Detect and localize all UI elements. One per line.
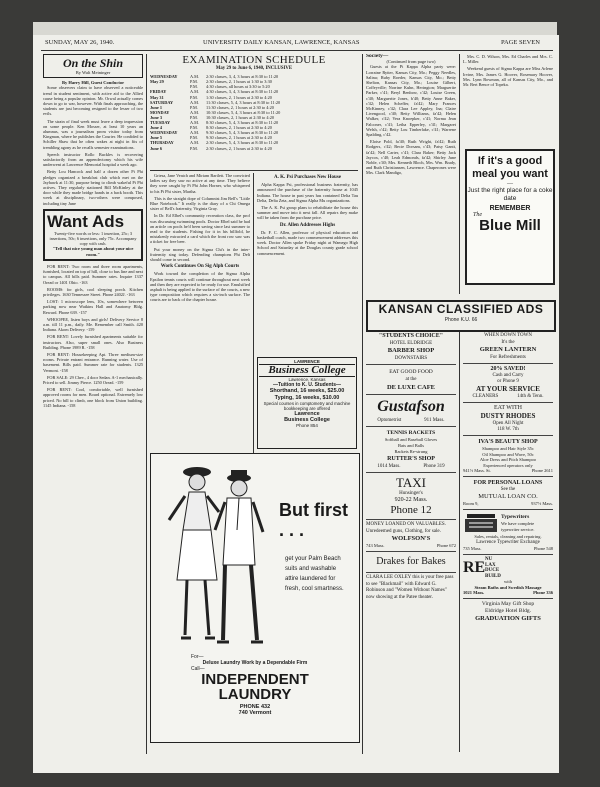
typewriter-ad — [463, 512, 553, 534]
cr-b1: 20% SAVED! — [490, 366, 526, 372]
bc-line2: Typing, 16 weeks, $10.00 — [274, 394, 340, 401]
mid-para: This is the straight dope of Columnist Jim Bell's "Little Blue Notebook." It really is the diary of a Chi Omega sister of Bell's fraternity, Virginia Gray. — [150, 195, 250, 212]
cl-c-line — [366, 417, 456, 424]
want-ads-rates: Twenty-five words or less: 1 insertion, 25c; 3 insertions, 50c; 6 insertions, only 75c. Accompany copy with cash. — [49, 230, 137, 247]
cl-e3: 920-22 Mass. — [394, 497, 428, 503]
bm-l1: If it's a good meal you want — [472, 155, 548, 180]
exam-day: SATURDAY — [150, 99, 174, 105]
laundry-for: For— — [191, 654, 204, 660]
cr-b5: CLEANERS — [472, 394, 499, 399]
cr-g4: DUCE — [485, 568, 500, 573]
cr-f1: Typewriters — [501, 514, 530, 520]
header-rule — [41, 50, 553, 51]
cr-b2: Cash and Carry — [492, 373, 524, 378]
exam-day: June 4 — [150, 125, 163, 131]
newspaper-page — [33, 35, 559, 773]
exam-period: P.M. — [190, 135, 198, 141]
cl-d4: Rackets Re-strung — [394, 449, 428, 454]
exam-subtitle: May 29 to June 6, 1940, INCLUSIVE — [215, 66, 293, 71]
exam-detail: 2:30 classes, 3, 4, 3 hours at 8:30 to 11:20 — [206, 74, 279, 80]
mid-para: Griesa, Jane Veatch and Miriam Bartlett. The convicted ladies say they saw no active at any time. They believe they were caught by Pi Phi John Horner, who whispered to his Pi Phi sister, Martha. — [150, 173, 250, 194]
exam-detail: 10:30 classes, 5, 4, 3 hours at 8:30 to 11:20 — [206, 109, 281, 115]
cl-e1: TAXI — [395, 475, 426, 490]
society-cont: (Continued from page two) — [386, 59, 436, 65]
left-column — [43, 54, 143, 759]
exam-period: P.M. — [190, 79, 198, 85]
exam-day: June 5 — [150, 135, 163, 141]
cr-f4: Lawrence Typewriter Exchange — [476, 539, 540, 545]
bm-l6: Blue Mill — [479, 217, 541, 234]
exam-period: A.M. — [190, 120, 200, 126]
exam-period: P.M. — [190, 114, 198, 120]
cr-c1: EAT WITH — [494, 405, 522, 411]
exam-detail: 4:30 classes, all hours at 3:30 to 5:20 — [206, 84, 270, 90]
exam-detail: 8:30 classes, 5, 4, 3 hours at 8:30 to 11:20 — [206, 120, 279, 126]
typewriter-icon — [463, 512, 499, 534]
laundry-phone: PHONE 432 — [239, 704, 271, 710]
society-para: Eloise Pold, fa'40; Ruth Wright, fa'42; Ruth Rodgers, c'42; Becie Dorsam, c'43; Patsy Gantt, fa'42; Nell Carter, c'41; Clara Baker; Betty Jack Jaycox, c'40; Leah Edmonds, fa'42; Shirley June Noble, c'40; Mrs. Kenneth Bloch, Mrs. Wm. Brady, and Ruth Christiansen, Lawrence. Chaperones were Mrs. Clark Mandigo, — [366, 139, 456, 176]
mid-para: In Dr. Ed Elbel's community recreation class, the prof was discussing swimming pools. Doctor Elbel said he had an article on pools he'd been saving since last summer to read to the students. Fishing for it in his billfold, he mistakenly extracted a card which the front row saw was a ticket for free beer. — [150, 213, 250, 245]
want-ad: FOR RENT: Two room and three room apartments, furnished, located on top of hill, close to bus line and next to campus. All bills paid. Summer rates. Inquire 1337 Oread or 1401 Ohio. -163 — [43, 263, 143, 285]
exam-schedule — [150, 54, 358, 168]
exam-period: A.M. — [190, 109, 200, 115]
laundry-name2: LAUNDRY — [218, 686, 292, 703]
exam-period: A.M. — [190, 99, 200, 105]
bc-phone: Phone 854 — [296, 423, 318, 428]
mid-para: The A. K. Psi group plans to rehabilitate the house this summer and move into it next fall. All repairs they make will be taken from the purchase price. — [257, 205, 358, 221]
exam-detail: 10:30 classes, 2, 1 hours at 2:30 to 4:20 — [206, 114, 275, 120]
mid-para: Alpha Kappa Psi, professional business fraternity, has announced the purchase of the fraternity house at 1045 Indiana. The house in past years has contained Delta Tau Delta, Delta Zeta, and Sigma Alpha Mu organizations. — [257, 182, 358, 203]
exam-row — [150, 146, 358, 151]
exam-day: May 29 — [150, 79, 164, 85]
exam-detail: 9:30 classes, 2, 1 hours at 2:30 to 4:20 — [206, 135, 272, 141]
exam-day: FRIDAY — [150, 89, 167, 95]
shin-byline: By Walt Meininger — [75, 70, 111, 75]
exam-period: P.M. — [190, 104, 198, 110]
cr-g6: with — [503, 579, 512, 584]
exam-detail: 8:30 classes, 2, 1 hours at 2:30 to 4:20 — [206, 125, 272, 131]
cr-e4: Room 9, — [463, 501, 479, 506]
shin-guest: By Harry Hill, Guest Conductor — [61, 80, 125, 86]
shin-masthead — [43, 54, 143, 78]
exam-day: June 1 — [150, 104, 163, 110]
shin-para: Some observers claim to have observed a noticeable trend in student sentiment, with active aid to the Allied cause being a popular opinion. Mr. Orwal actually comes down to go to war, however. With finals approaching, the students are just becoming resigned to the lesser of two evils. — [43, 85, 143, 117]
cl-d2: Softball and Baseball Gloves — [384, 437, 438, 442]
cr-d3: Oil Shampoo and Wave, 50c — [482, 451, 534, 457]
column-rule — [459, 54, 460, 294]
shin-para: Betty Lou Hancock and half a dozen other Pi Phi pledges organized a breakfast club which met on the Jayhawk at 11:30, purpose being to climb wakeful Pi Phi actives. They regularly stationed Bill McKinley at the door while they made bridge hands in a back booth. This week at disciplinary, two-others were composed, including tiny June — [43, 169, 143, 206]
akpsi-heading: A. K. Psi Purchases New House — [274, 175, 341, 180]
cl-h1: CLARA LEE OXLEY this is your free pass to see "Blackmail" with Edward G. Robinson and "Women Without Names" now showing at the Patee theater. — [366, 575, 454, 600]
mid-para: Work toward the completion of the Sigma Alpha Epsilon tennis courts will continue throughout next week and then they are expected to be ready for use. Emulsified asphalt is being applied to the surface of the courts, a new type composition which requires a six-inch surface. The courts are to back of the chapter house. — [150, 271, 250, 303]
exam-detail: 11:30 classes, 2, 1 hours at 2:30 to 4:20 — [206, 104, 274, 110]
bm-l2: — — [507, 181, 513, 187]
mid-para: Dr. F. C. Allen, professor of physical education and basketball coach, made two commencement addresses this week. Doctor Allen spoke Friday night at Wamego High School and Saturday at the Douglas county grade school commencement. — [257, 229, 358, 256]
classified-right — [463, 332, 553, 752]
cr-e3: MUTUAL LOAN CO. — [478, 493, 538, 500]
exam-period: P.M. — [190, 145, 198, 151]
laundry-ad — [150, 453, 360, 743]
want-ad: WHOOPEE, listen boys and girls! Delivery Service 8 a.m. till 11 p.m., daily. Me. Remember call Smith. 420 Indiana. Akom Delivery. -159 — [43, 316, 143, 333]
cr-f2: We have complete typewriter service. — [501, 521, 535, 532]
cr-a3: GREEN LANTERN — [479, 346, 537, 353]
cr-c2: DUSTY RHODES — [480, 412, 536, 420]
header-title: UNIVERSITY DAILY KANSAN, LAWRENCE, KANSAS — [203, 39, 360, 46]
cl-d7: Phone 319 — [423, 464, 445, 469]
exam-detail: 1:30 classes, 2, 1 hours at 2:30 to 4:20 — [206, 94, 272, 100]
want-ads-title: Want Ads — [47, 211, 125, 231]
exam-period: P.M. — [190, 94, 198, 100]
page-header — [33, 39, 559, 50]
laundry-name1: INDEPENDENT — [201, 671, 309, 688]
cl-b1: EAT GOOD FOOD — [389, 369, 433, 375]
cl-b2: at the — [405, 377, 417, 382]
cr-a2: It's the — [501, 340, 515, 345]
cl-a1: "STUDENTS CHOICE" — [378, 333, 444, 339]
cr-d6: 941½ Mass. St. — [463, 468, 491, 473]
header-page: PAGE SEVEN — [501, 39, 540, 46]
exam-period: A.M. — [190, 140, 200, 146]
cr-d1: IVA'S BEAUTY SHOP — [478, 439, 538, 445]
business-college-ad — [257, 357, 357, 449]
cl-f-line — [366, 543, 456, 549]
laundry-call: Call— — [191, 666, 205, 672]
cr-g8: 1021 Mass. — [463, 590, 485, 595]
sig-alph-heading: Work Continues On Sig Alph Courts — [160, 264, 240, 270]
cr-f3: Sales, rentals, cleaning and repairing. — [474, 534, 542, 539]
society-column — [366, 54, 456, 299]
cr-g5: BUILD — [485, 573, 501, 579]
laundry-addr: 740 Vermont — [238, 710, 272, 716]
want-ad: LOST: 1 microscope lens, 10x, somewhere between parking now near Watkins Hall and Anatomy Bldg. Reward. Phone 639. -157 — [43, 299, 143, 315]
cl-d1: TENNIS RACKETS — [386, 430, 436, 436]
exam-detail: 4:30 classes, 3, 4, 3 hours at 8:30 to 11:20 — [206, 89, 279, 95]
exam-day: TUESDAY — [150, 120, 171, 126]
cr-c4: 118 W. 7th — [497, 427, 519, 432]
bc-top: LAWRENCE — [294, 359, 320, 364]
bc-foot2: Business College — [284, 417, 330, 423]
exam-period: P.M. — [190, 84, 198, 90]
exam-detail: 9:30 classes, 5, 4, 3 hours at 8:30 to 11:20 — [206, 130, 279, 136]
exam-day: WEDNESDAY — [150, 130, 178, 136]
cr-d2: Shampoo and Hair Style 35c — [482, 446, 534, 451]
society-para: Mrs. C. D. Wilson, Mrs. Ed Charles and Mrs. C. L. Miller. — [463, 54, 553, 65]
cr-f5: 735 Mass. — [463, 546, 482, 551]
cl-d3: Bats and Balls — [398, 443, 424, 448]
exam-detail: 2:30 classes, 2, 1 hours at 1:30 to 3:30 — [206, 79, 272, 85]
cr-e5: 937½ Mass. — [531, 501, 553, 506]
exam-detail: 2:30 classes, 2, 1 hours at 2:30 to 4:20 — [206, 145, 272, 151]
exam-detail: 11:30 classes, 5, 4, 3 hours at 8:30 to 11:20 — [206, 99, 281, 105]
renu-ad — [463, 557, 553, 579]
society-para: Guests at the Pi Kappa Alpha party were: Lorraine Rytter, Kansas City, Mo.; Peggy Needles, Salina; Ruby Roeder, Kansas City, Mo.; Betty Shelton, Kansas City, Mo.; Louise Gilbert, Coffeyville; Norrine Kuhn, Herington; Marguerite Parker, c'41; Beryl Benbow, c'42; Louise Green, c'40; Marguerite Jones, b'40; Betty Anne Baker, c'42; Helen Scheffer, fa'42; Mary Frances McKinney, c'42; Clara Lee Appley, Ina; Claire Livengood, c'40; Betty Williams, fa'42; Helen Walker, c'42; Vera Knoepker, c'41; Norma Jean Falconer, c'41; Letha Epperley, c'41; Margaret Welsh, c'42; Betty Lou Timberlake, c'41; Warrene Spalding, c'42. — [366, 64, 456, 138]
laundry-footer — [151, 654, 359, 716]
exam-title: EXAMINATION SCHEDULE — [182, 54, 326, 66]
cl-d5: RUTTER'S SHOP — [387, 456, 435, 462]
mid-column-2 — [257, 173, 358, 353]
cr-g1: RE — [463, 559, 486, 577]
cl-c2: Optometrist — [377, 418, 402, 423]
exam-day: MONDAY — [150, 109, 170, 115]
cr-a4: For Refreshments — [490, 355, 526, 360]
cr-g3: LAX — [485, 562, 496, 568]
column-rule — [146, 54, 147, 754]
cl-b3: DE LUXE CAFE — [386, 384, 436, 391]
bm-l3: Just the right place for a coke date — [467, 187, 553, 202]
exam-period: A.M. — [190, 130, 200, 136]
cr-e1: FOR PERSONAL LOANS — [473, 480, 543, 486]
society-para: Weekend guests of Sigma Kappa are Miss Arlene Irvine, Mrs. James G. Hoover, Rosemary Hoover, Mrs. Lynn Bowman, all of Kansas City, Mo., and Mr. Bert Bence of Topeka. — [463, 66, 553, 88]
cl-d6: 1014 Mass. — [377, 464, 401, 469]
laundry-headline: But first . . . — [279, 500, 348, 540]
shin-title: On the Shin — [62, 56, 124, 70]
exam-detail: 2:30 classes, 5, 4, 3 hours at 8:30 to 11:20 — [206, 140, 279, 146]
header-date: SUNDAY, MAY 26, 1940. — [45, 39, 115, 46]
cl-g1: Drakes for Bakes — [376, 556, 446, 567]
couple-illustration — [159, 460, 279, 652]
cl-f4: Phone 672 — [436, 543, 456, 548]
cr-g7: Steam Baths and Swedish Massage — [474, 584, 542, 590]
bc-tuition: —Tuition to K. U. Students— — [273, 382, 341, 388]
cr-e2: See the — [500, 487, 516, 492]
cr-d5: Experienced operators only — [483, 462, 533, 468]
laundry-deluxe: Deluxe Laundry Work by a Dependable Firm — [202, 660, 308, 666]
cr-c3: Open All Night — [492, 421, 524, 426]
exam-period: P.M. — [190, 125, 198, 131]
column-rule — [253, 173, 254, 483]
cl-a4: DOWNSTAIRS — [394, 356, 428, 361]
column-rule — [459, 332, 460, 752]
shin-para: Speech instructor Rollo Buckles is recovering satisfactorily from an appendectomy which his wife underwent at Lawrence Memorial hospital a week ago. — [43, 151, 143, 168]
cl-f1: MONEY LOANED ON VALUABLES. Unredeemed guns, Clothing, for sale. — [366, 522, 446, 534]
bm-l4: REMEMBER — [489, 205, 531, 212]
cr-g-line — [463, 590, 553, 596]
exam-day: May 31 — [150, 94, 164, 100]
cr-b-line — [463, 394, 553, 400]
exam-day: June 3 — [150, 114, 163, 120]
want-ad: FOR SALE: 29 Chev., 4 door Sedan. A-1 mechanically. Priced to sell. Jimmy Pierce. 1250 Oread. -159 — [43, 374, 143, 385]
laundry-copy: get your Palm Beach suits and washable attire laundered for fresh, cool smartness. — [285, 556, 344, 592]
column-rule — [362, 54, 363, 754]
society-heading: Society— — [366, 54, 389, 59]
exam-day: THURSDAY — [150, 140, 174, 146]
cr-e-line — [463, 501, 553, 507]
bc-foot1: Lawrence — [294, 411, 320, 417]
classified-header — [366, 300, 556, 332]
cr-f-line — [463, 546, 553, 552]
cr-g9: Phone 336 — [533, 590, 553, 595]
exam-day: WEDNESDAY — [150, 74, 178, 80]
want-ad: FOR RENT: Cool, comfortable, well furnished approved rooms for men. Board optional. Extremely low priced. No bill to climb, one block from Union building. 1145 Indiana. -158 — [43, 387, 143, 408]
classified-left — [366, 332, 456, 752]
shin-para: The strain of final week must leave a deep impression on some people. Ken Mosser, at least 10 years an alumnus, was a journalism prom visitor today from Kingman, where he publishes the Courier. He confided to Schiller Shaw that he often wakes at night in fits of trembling agony as he recalls semester examinations. — [43, 118, 143, 150]
want-ad: ROOMS: for girls, cool sleeping porch. Kitchen privileges. 1630 Tennessee Street. Phone 2402J. -163 — [43, 286, 143, 297]
exam-rule — [150, 170, 358, 171]
cl-a2: HOTEL ELDRIDGE — [389, 341, 433, 346]
want-ad: FOR RENT: Lovely furnished apartments suitable for instructors. Also, super small ones. Also Business Building. Phone 1989 R. -158 — [43, 334, 143, 350]
allen-heading: Dr. Allen Addresses Highs — [279, 222, 336, 228]
cr-g2: NU — [485, 557, 493, 562]
cl-c3: 911 Mass. — [424, 418, 445, 423]
bc-line1: Shorthand, 16 weeks, $25.00 — [269, 388, 345, 394]
bc-name: Business College — [259, 364, 355, 377]
cr-b3: or Phone 9 — [497, 379, 519, 384]
exam-period: A.M. — [190, 89, 200, 95]
cr-b6: 14th & Tenn. — [517, 394, 544, 399]
cr-b4: AT YOUR SERVICE — [476, 385, 540, 393]
want-ads-box — [43, 209, 143, 261]
society-column-2 — [463, 54, 553, 144]
mid-para: Put your money on the Sigma Chi's in the inter-fraternity sing today. Defending champions Phi Delt should come in second. — [150, 246, 250, 263]
bm-l5: The — [473, 212, 482, 218]
cl-f2: WOLFSON'S — [391, 535, 431, 542]
cr-d4: Aloe Dress and Pitch Shampoo — [479, 457, 537, 462]
cr-d-line — [463, 468, 553, 474]
cr-d7: Phone 2611 — [531, 468, 553, 473]
exam-rows — [150, 74, 358, 150]
classified-phone: Phone K.U. 66 — [444, 317, 478, 323]
cl-f3: 743 Mass. — [366, 543, 385, 548]
want-ads-tell: "Tell that nice young man about your nice room." — [52, 246, 134, 257]
bc-city: Lawrence, Kansas — [288, 377, 326, 382]
want-ad: FOR RENT: Housekeeping Apt. Three medium-size rooms. Private entrant entrance. Running water. Use of basement. Bills paid. Summer rate for students. 1325 Vermont. -158 — [43, 351, 143, 373]
cr-h1: Virginia May Gift Shop — [481, 601, 535, 607]
cr-f6: Phone 548 — [533, 546, 553, 551]
classified-title: KANSAN CLASSIFIED ADS — [378, 302, 544, 316]
cr-h3: GRADUATION GIFTS — [475, 615, 541, 622]
cl-a3: BARBER SHOP — [387, 347, 435, 354]
cl-e2: Hunsinger's — [399, 491, 423, 496]
bc-special: Special courses in comptometry and machine bookkeeping are offered — [263, 401, 351, 411]
cl-e4: Phone 12 — [390, 504, 432, 516]
cr-a1: WHEN DOWN TOWN — [484, 333, 532, 338]
page-top-edge — [33, 22, 557, 36]
exam-period: A.M. — [190, 74, 200, 80]
blue-mill-ad — [465, 149, 555, 285]
exam-day: June 6 — [150, 145, 163, 151]
cr-h2: Eldridge Hotel Bldg. — [485, 608, 531, 614]
cl-d-line — [366, 463, 456, 470]
cl-c1: Gustafson — [377, 398, 445, 415]
